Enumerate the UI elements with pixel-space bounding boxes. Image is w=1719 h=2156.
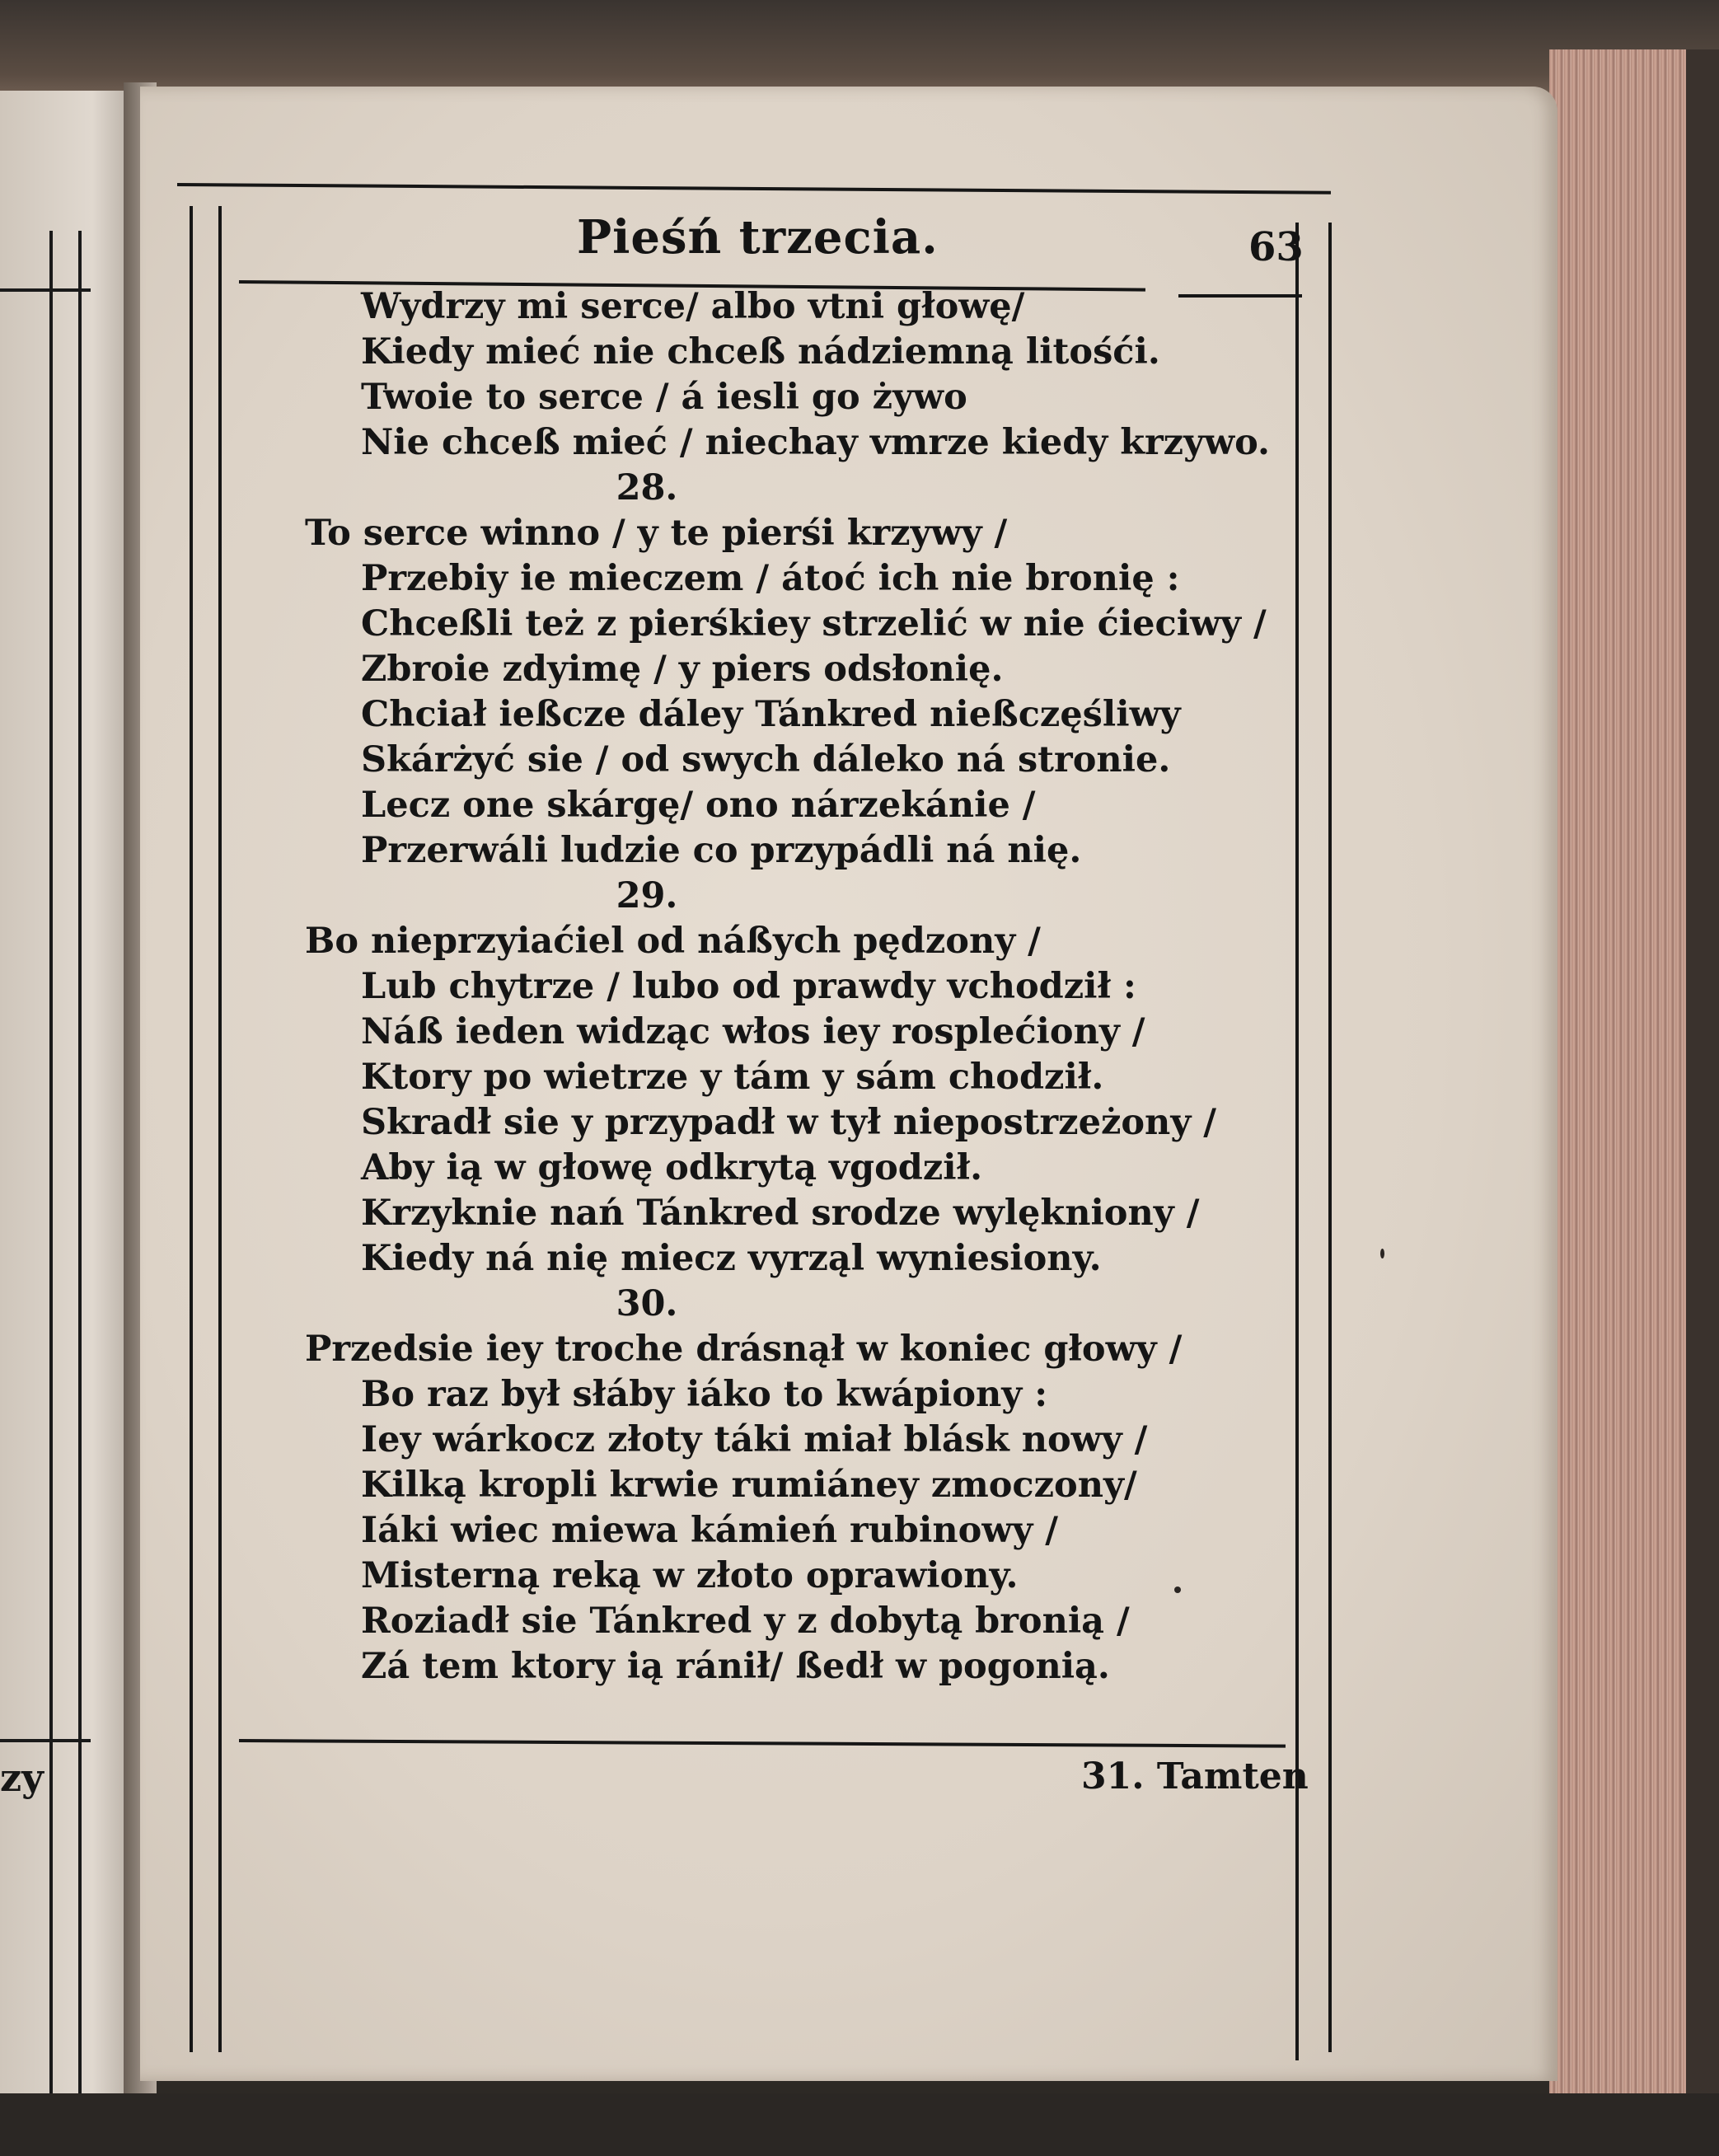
left-page-rule xyxy=(49,231,53,2102)
verse-line: Chciał ießcze dáley Tánkred nießczęśliwy xyxy=(361,694,1181,735)
left-page xyxy=(0,91,134,2102)
frame-rule-right xyxy=(1328,223,1332,2052)
verse-line: Aby ią w głowę odkrytą vgodził. xyxy=(361,1147,983,1188)
left-page-rule xyxy=(0,288,91,292)
verse-line: Náß ieden widząc włos iey rosplećiony / xyxy=(361,1011,1145,1052)
verse-line: Misterną reką w złoto oprawiony. xyxy=(361,1555,1019,1596)
poem-text xyxy=(305,284,1294,1690)
verse-line: Bo raz był słáby iáko to kwápiony : xyxy=(361,1374,1048,1415)
running-head: Pieśń trzecia. xyxy=(577,210,939,265)
catchword: 31. Tamten xyxy=(1081,1755,1309,1797)
verse-line: Zá tem ktory ią ránił/ ßedł w pogonią. xyxy=(361,1646,1110,1687)
stanza-number: 28. xyxy=(616,467,678,509)
stanza-number: 29. xyxy=(616,875,678,916)
table-surface xyxy=(0,2093,1719,2156)
verse-line: Przedsie iey troche drásnął w koniec głowy / xyxy=(305,1329,1183,1370)
stanza-number: 30. xyxy=(616,1283,678,1324)
verse-line: Chceßli też z pierśkiey strzelić w nie ćieciwy / xyxy=(361,603,1267,644)
verse-line: Zbroie zdyimę / y piers odsłonię. xyxy=(361,649,1004,690)
verse-line: Bo nieprzyiaćiel od náßych pędzony / xyxy=(305,921,1041,962)
verse-line: Nie chceß mieć / niechay vmrze kiedy krzywo. xyxy=(361,422,1270,463)
left-page-rule xyxy=(0,1739,91,1742)
verse-line: Kiedy ná nię miecz vyrząl wyniesiony. xyxy=(361,1238,1102,1279)
verse-line: Wydrzy mi serce/ albo vtni głowę/ xyxy=(361,286,1025,327)
verse-line: Lecz one skárgę/ ono nárzekánie / xyxy=(361,785,1036,826)
ink-speck xyxy=(1380,1249,1384,1258)
verse-line: Kiedy mieć nie chceß nádziemną litośći. xyxy=(361,331,1160,373)
verse-line: Kilką kropli krwie rumiáney zmoczony/ xyxy=(361,1465,1137,1506)
verse-line: Krzyknie nań Tánkred srodze wylękniony / xyxy=(361,1193,1200,1234)
verse-line: Skárżyć sie / od swych dáleko ná stronie. xyxy=(361,739,1171,780)
verse-line: Przerwáli ludzie co przypádli ná nię. xyxy=(361,830,1082,871)
verse-line: To serce winno / y te pierśi krzywy / xyxy=(305,513,1008,554)
frame-rule-left xyxy=(190,206,193,2052)
verse-line: Iáki wiec miewa kámień rubinowy / xyxy=(361,1510,1058,1551)
frame-rule-left xyxy=(218,206,222,2052)
verse-line: Iey wárkocz złoty táki miał blásk nowy / xyxy=(361,1419,1148,1460)
verse-line: Ktory po wietrze y tám y sám chodził. xyxy=(361,1057,1104,1098)
left-page-rule xyxy=(78,231,82,2102)
verse-line: Skradł sie y przypadł w tył niepostrzeżony / xyxy=(361,1102,1216,1143)
ink-speck xyxy=(1174,1587,1181,1593)
verse-line: Twoie to serce / á iesli go żywo xyxy=(361,377,967,418)
left-page-fragment: zy xyxy=(0,1755,44,1800)
verse-line: Roziadł sie Tánkred y z dobytą bronią / xyxy=(361,1601,1130,1642)
page-number: 63 xyxy=(1248,224,1304,270)
verse-line: Lub chytrze / lubo od prawdy vchodził : xyxy=(361,966,1136,1007)
verse-line: Przebiy ie mieczem / átoć ich nie bronię : xyxy=(361,558,1180,599)
page-fore-edge xyxy=(1549,49,1719,2143)
